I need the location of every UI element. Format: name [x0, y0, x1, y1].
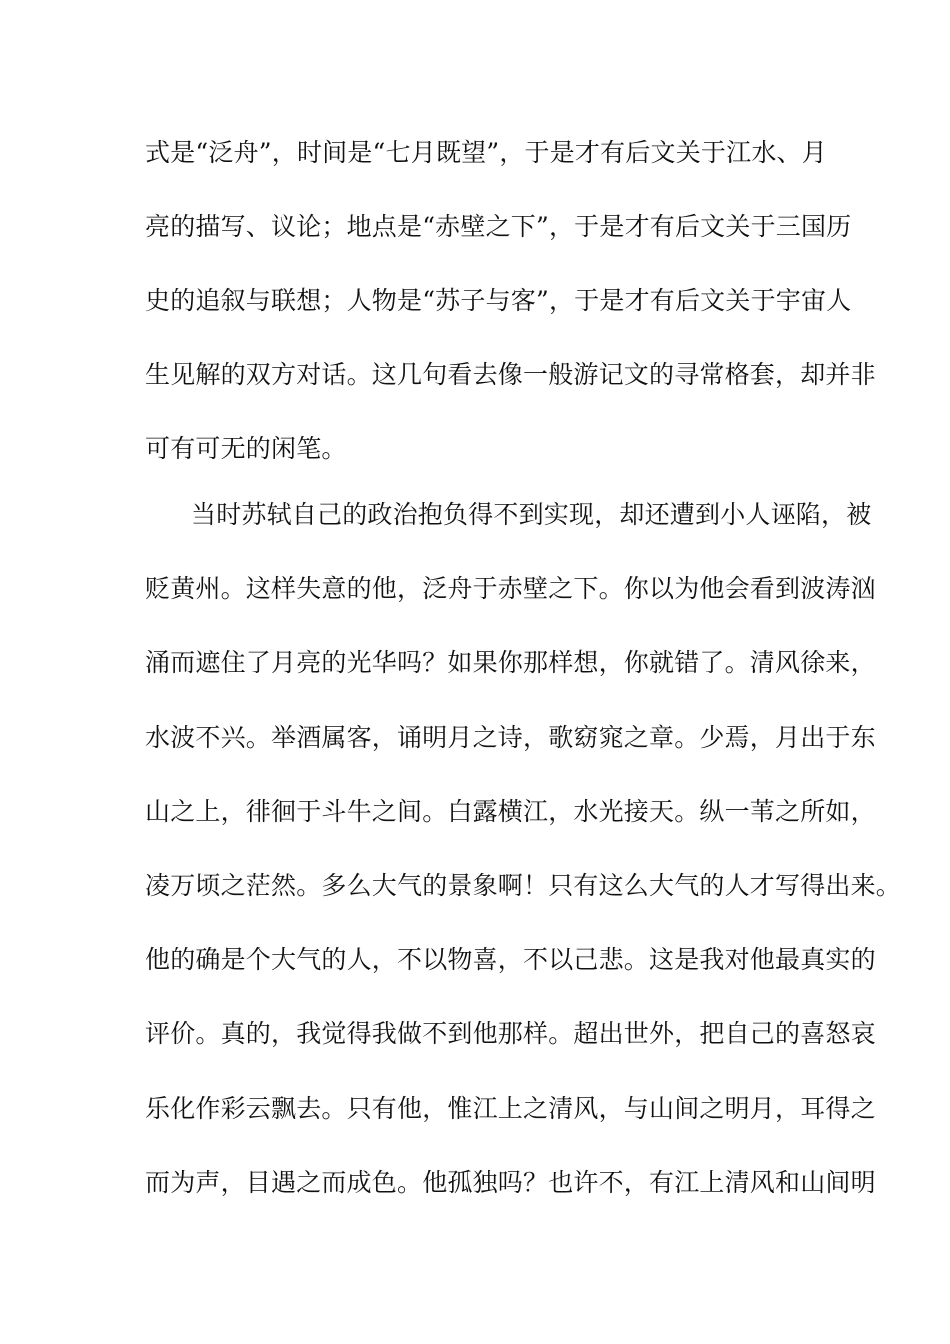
text-line-5: 可有可无的闲笔。 — [145, 434, 347, 463]
text-line-7: 贬黄州。这样失意的他，泛舟于赤壁之下。你以为他会看到波涛汹 — [145, 574, 876, 603]
text-line-12: 他的确是个大气的人，不以物喜，不以己悲。这是我对他最真实的 — [145, 945, 876, 974]
text-line-11: 凌万顷之茫然。多么大气的景象啊！只有这么大气的人才写得出来。 — [145, 871, 902, 900]
text-line-1: 式是“泛舟”，时间是“七月既望”，于是才有后文关于江水、月 — [145, 138, 827, 167]
paragraph-start-line: 当时苏轼自己的政治抱负得不到实现，却还遭到小人诬陷，被 — [191, 500, 872, 529]
text-line-10: 山之上，徘徊于斗牛之间。白露横江，水光接天。纵一苇之所如， — [145, 797, 876, 826]
text-line-9: 水波不兴。举酒属客，诵明月之诗，歌窈窕之章。少焉，月出于东 — [145, 723, 876, 752]
text-line-13: 评价。真的，我觉得我做不到他那样。超出世外，把自己的喜怒哀 — [145, 1019, 876, 1048]
text-line-8: 涌而遮住了月亮的光华吗？如果你那样想，你就错了。清风徐来， — [145, 648, 876, 677]
text-line-3: 史的追叙与联想；人物是“苏子与客”，于是才有后文关于宇宙人 — [145, 286, 852, 315]
text-line-4: 生见解的双方对话。这几句看去像一般游记文的寻常格套，却并非 — [145, 360, 876, 389]
text-line-15: 而为声，目遇之而成色。他孤独吗？也许不，有江上清风和山间明 — [145, 1168, 876, 1197]
text-line-14: 乐化作彩云飘去。只有他，惟江上之清风，与山间之明月，耳得之 — [145, 1094, 876, 1123]
text-line-2: 亮的描写、议论；地点是“赤壁之下”，于是才有后文关于三国历 — [145, 212, 852, 241]
